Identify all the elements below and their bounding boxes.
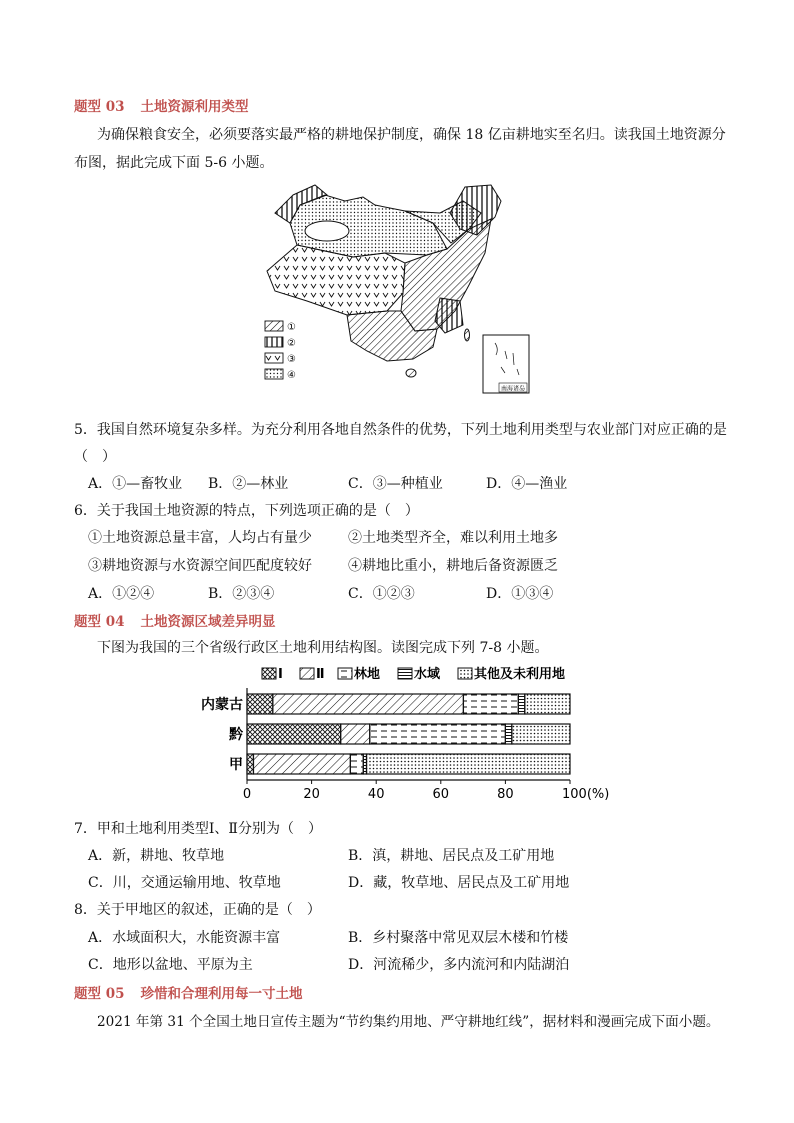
bar-segment (273, 694, 464, 714)
intro-line-2: 布图，据此完成下面 5-6 小题。 (74, 155, 274, 171)
bar-segment (512, 724, 570, 744)
q5-option-c[interactable]: C．③—种植业 (348, 476, 443, 492)
legend-label: 其他及未利用地 (474, 667, 566, 682)
x-tick-label: 100(%) (562, 787, 610, 802)
q6-statement-1: ①土地资源总量丰富，人均占有量少 (88, 530, 312, 546)
bar-segment (253, 754, 350, 774)
q6-stem: 6．关于我国土地资源的特点，下列选项正确的是（ ） (74, 503, 419, 519)
bar-segment (505, 724, 511, 744)
section-number: 题型 03 (74, 99, 125, 115)
map-legend-label-2: ② (287, 338, 296, 349)
legend-swatch (398, 668, 412, 679)
bar-segment (518, 694, 524, 714)
bar-segment (247, 694, 273, 714)
bar-segment (370, 724, 506, 744)
q7-option-b[interactable]: B．滇，耕地、居民点及工矿用地 (348, 848, 555, 864)
bar-segment (247, 754, 253, 774)
map-legend-label-3: ③ (287, 354, 296, 365)
legend-label: Ⅰ (278, 667, 283, 682)
q5-option-d[interactable]: D．④—渔业 (486, 476, 568, 492)
x-tick-label: 80 (497, 787, 514, 802)
q5-option-a[interactable]: A．①—畜牧业 (88, 476, 183, 492)
category-label: 黔 (229, 727, 243, 743)
q6-option-a[interactable]: A．①②④ (88, 586, 155, 602)
intro-line-1: 为确保粮食安全，必须要落实最严格的耕地保护制度，确保 18 亿亩耕地实至名归。读我国土地资源分 (97, 127, 726, 143)
q8-option-a[interactable]: A．水域面积大，水能资源丰富 (88, 930, 281, 946)
legend-swatch (338, 668, 352, 679)
legend-label: 林地 (354, 667, 381, 682)
q5-stem-line2: （ ） (74, 449, 116, 465)
section-title: 土地资源利用类型 (140, 99, 249, 115)
section-heading-03 (74, 95, 249, 115)
inset-label: 南海诸岛 (500, 385, 526, 393)
bar-segment (525, 694, 570, 714)
map-legend-label-4: ④ (287, 370, 296, 381)
x-tick-label: 20 (303, 787, 320, 802)
bar-segment (367, 754, 570, 774)
q8-option-d[interactable]: D．河流稀少，多内流河和内陆湖泊 (348, 957, 570, 973)
section-heading-05 (74, 982, 303, 1002)
q7-option-d[interactable]: D．藏，牧草地、居民点及工矿用地 (348, 875, 570, 891)
q6-option-c[interactable]: C．①②③ (348, 586, 415, 602)
legend-swatch (300, 668, 314, 679)
q6-option-d[interactable]: D．①③④ (486, 586, 554, 602)
section-title: 珍惜和合理利用每一寸土地 (140, 986, 303, 1002)
legend-label: 水域 (414, 667, 441, 682)
section4-intro: 下图为我国的三个省级行政区土地利用结构图。读图完成下列 7-8 小题。 (97, 640, 549, 656)
x-tick-label: 60 (432, 787, 450, 802)
map-legend-label-1: ① (287, 322, 296, 333)
legend-label: Ⅱ (316, 667, 325, 682)
chart-bars (201, 694, 570, 774)
bar-segment (463, 694, 518, 714)
legend-swatch (458, 668, 472, 679)
chart-legend (262, 666, 565, 682)
q6-option-b[interactable]: B．②③④ (208, 586, 275, 602)
legend-swatch (262, 668, 276, 679)
x-tick-label: 40 (367, 787, 385, 802)
q8-option-c[interactable]: C．地形以盆地、平原为主 (88, 957, 253, 973)
q7-option-a[interactable]: A．新，耕地、牧草地 (88, 848, 225, 864)
q8-option-b[interactable]: B．乡村聚落中常见双层木楼和竹楼 (348, 930, 569, 946)
q8-stem: 8．关于甲地区的叙述，正确的是（ ） (74, 902, 321, 918)
q6-statement-2: ②土地类型齐全，难以利用土地多 (348, 530, 558, 546)
section5-intro: 2021 年第 31 个全国土地日宣传主题为“节约集约用地、严守耕地红线”，据材料和漫画完成下面小题。 (97, 1014, 720, 1030)
china-land-resource-map (255, 183, 545, 398)
q7-option-c[interactable]: C．川，交通运输用地、牧草地 (88, 875, 281, 891)
bar-segment (341, 724, 370, 744)
section-heading-04 (74, 610, 276, 630)
x-tick-label: 0 (242, 787, 252, 802)
section-title: 土地资源区域差异明显 (140, 614, 276, 630)
q7-stem: 7．甲和土地利用类型Ⅰ、Ⅱ分别为（ ） (74, 821, 322, 837)
q5-stem-line1: 5．我国自然环境复杂多样。为充分利用各地自然条件的优势，下列土地利用类型与农业部门对应正确的是 (74, 422, 727, 438)
category-label: 甲 (229, 757, 243, 773)
south-china-sea-inset (483, 335, 529, 393)
category-label: 内蒙古 (201, 697, 243, 713)
q6-statement-3: ③耕地资源与水资源空间匹配度较好 (88, 558, 312, 574)
q6-statement-4: ④耕地比重小，耕地后备资源匮乏 (348, 558, 558, 574)
q5-option-b[interactable]: B．②—林业 (208, 476, 289, 492)
bar-segment (247, 724, 341, 744)
map-legend (265, 321, 296, 381)
section-number: 题型 05 (74, 986, 125, 1002)
section-number: 题型 04 (74, 614, 125, 630)
bar-segment (350, 754, 363, 774)
land-use-structure-chart (190, 662, 610, 807)
